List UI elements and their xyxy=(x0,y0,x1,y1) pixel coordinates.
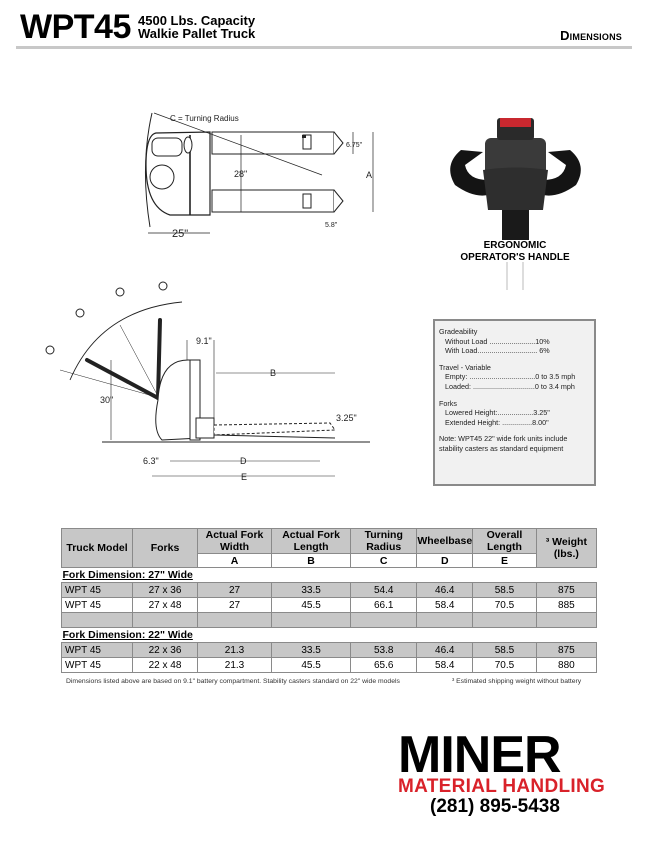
dimensions-table xyxy=(61,528,597,673)
footnote-right: ³ Estimated shipping weight without battery xyxy=(452,678,582,685)
cell: WPT 45 xyxy=(62,643,133,658)
svg-text:25": 25" xyxy=(172,228,189,240)
group-27-wide: Fork Dimension: 27" Wide xyxy=(62,568,597,583)
model-subtitle xyxy=(138,14,255,40)
miner-logo xyxy=(398,726,608,817)
cell: 27 x 48 xyxy=(133,598,198,613)
gradeability-title: Gradeability xyxy=(439,327,478,336)
svg-text:28": 28" xyxy=(234,169,248,179)
table-row xyxy=(62,598,597,613)
cell: 27 xyxy=(198,598,272,613)
cell: 27 x 36 xyxy=(133,583,198,598)
blank-row xyxy=(62,613,597,628)
travel-empty: Empty: .................................0 to 3.5 mph xyxy=(445,372,576,382)
svg-text:6.75": 6.75" xyxy=(346,142,363,149)
cell: 22 x 48 xyxy=(133,658,198,673)
svg-text:A: A xyxy=(366,170,373,180)
cell: 54.4 xyxy=(351,583,417,598)
header-divider xyxy=(16,46,632,49)
col-turning-radius: Turning Radius xyxy=(351,529,417,554)
col-weight: ³ Weight (lbs.) xyxy=(536,529,596,568)
cell: 45.5 xyxy=(272,658,351,673)
model-title: WPT45 xyxy=(20,8,131,46)
cell: 65.6 xyxy=(351,658,417,673)
cell: 70.5 xyxy=(473,598,537,613)
phone-number: (281) 895-5438 xyxy=(430,796,560,817)
top-view-diagram xyxy=(130,105,390,245)
spec-note: Note: WPT45 22" wide fork units include stability casters as standard equipment xyxy=(439,434,568,453)
cell: 58.4 xyxy=(417,598,473,613)
letter-c: C xyxy=(351,554,417,568)
side-view-diagram xyxy=(30,280,375,490)
svg-text:E: E xyxy=(241,472,248,482)
caption-line-1: ERGONOMIC xyxy=(483,240,547,251)
svg-text:5.8": 5.8" xyxy=(325,222,338,229)
table-row xyxy=(62,583,597,598)
cell: 880 xyxy=(536,658,596,673)
cell: 885 xyxy=(536,598,596,613)
svg-text:9.1": 9.1" xyxy=(196,336,212,346)
svg-text:6.3": 6.3" xyxy=(143,456,159,466)
cell: 45.5 xyxy=(272,598,351,613)
svg-text:C = Turning Radius: C = Turning Radius xyxy=(170,114,239,123)
letter-a: A xyxy=(198,554,272,568)
caption-line-2: OPERATOR'S HANDLE xyxy=(460,252,570,263)
travel-title: Travel - Variable xyxy=(439,362,491,372)
svg-text:30": 30" xyxy=(100,395,114,405)
brand-name: MINER xyxy=(398,726,561,784)
cell: 33.5 xyxy=(272,583,351,598)
cell: 33.5 xyxy=(272,643,351,658)
col-truck-model: Truck Model xyxy=(62,529,133,568)
brand-tagline: MATERIAL HANDLING xyxy=(398,776,606,797)
handle-caption xyxy=(448,240,582,264)
group-22-wide: Fork Dimension: 22" Wide xyxy=(62,628,597,643)
group-row xyxy=(62,628,597,643)
gradeability-group xyxy=(439,327,590,356)
without-load: Without Load .......................10% xyxy=(445,336,550,346)
svg-text:D: D xyxy=(240,456,247,466)
col-overall-length: Overall Length xyxy=(473,529,537,554)
letter-d: D xyxy=(417,554,473,568)
forks-title: Forks xyxy=(439,398,457,408)
cell: 58.5 xyxy=(473,583,537,598)
group-row xyxy=(62,568,597,583)
letter-b: B xyxy=(272,554,351,568)
header-row xyxy=(62,529,597,554)
cell: 58.4 xyxy=(417,658,473,673)
cell: 46.4 xyxy=(417,583,473,598)
cell: 21.3 xyxy=(198,658,272,673)
travel-loaded: Loaded: ...............................0 to 3.4 mph xyxy=(445,381,575,391)
table-row xyxy=(62,658,597,673)
col-fork-length: Actual Fork Length xyxy=(272,529,351,554)
svg-text:3.25": 3.25" xyxy=(336,413,357,423)
cell: 22 x 36 xyxy=(133,643,198,658)
letter-e: E xyxy=(473,554,537,568)
cell: WPT 45 xyxy=(62,658,133,673)
col-wheelbase: Wheelbase xyxy=(417,529,473,554)
cell: 21.3 xyxy=(198,643,272,658)
extended-height: Extended Height: ...............8.00" xyxy=(445,417,549,427)
with-load: With Load.............................. 6% xyxy=(445,346,550,356)
forks-group xyxy=(439,399,590,428)
cell: 53.8 xyxy=(351,643,417,658)
cell: WPT 45 xyxy=(62,598,133,613)
cell: 46.4 xyxy=(417,643,473,658)
lowered-height: Lowered Height:..................3.25" xyxy=(445,408,550,418)
col-fork-width: Actual Fork Width xyxy=(198,529,272,554)
cell: 875 xyxy=(536,583,596,598)
cell: 58.5 xyxy=(473,643,537,658)
cell: 70.5 xyxy=(473,658,537,673)
cell: WPT 45 xyxy=(62,583,133,598)
cell: 875 xyxy=(536,643,596,658)
capacity-text: 4500 Lbs. Capacity xyxy=(138,13,256,28)
cell: 27 xyxy=(198,583,272,598)
section-title: Dimensions xyxy=(560,28,622,43)
travel-group xyxy=(439,363,590,392)
svg-text:B: B xyxy=(270,368,277,378)
footnote-left: Dimensions listed above are based on 9.1" battery compartment. Stability casters standard on 22" wide models xyxy=(66,678,400,685)
type-text: Walkie Pallet Truck xyxy=(138,26,256,41)
spec-box xyxy=(433,319,596,486)
table-row xyxy=(62,643,597,658)
cell: 66.1 xyxy=(351,598,417,613)
col-forks: Forks xyxy=(133,529,198,568)
